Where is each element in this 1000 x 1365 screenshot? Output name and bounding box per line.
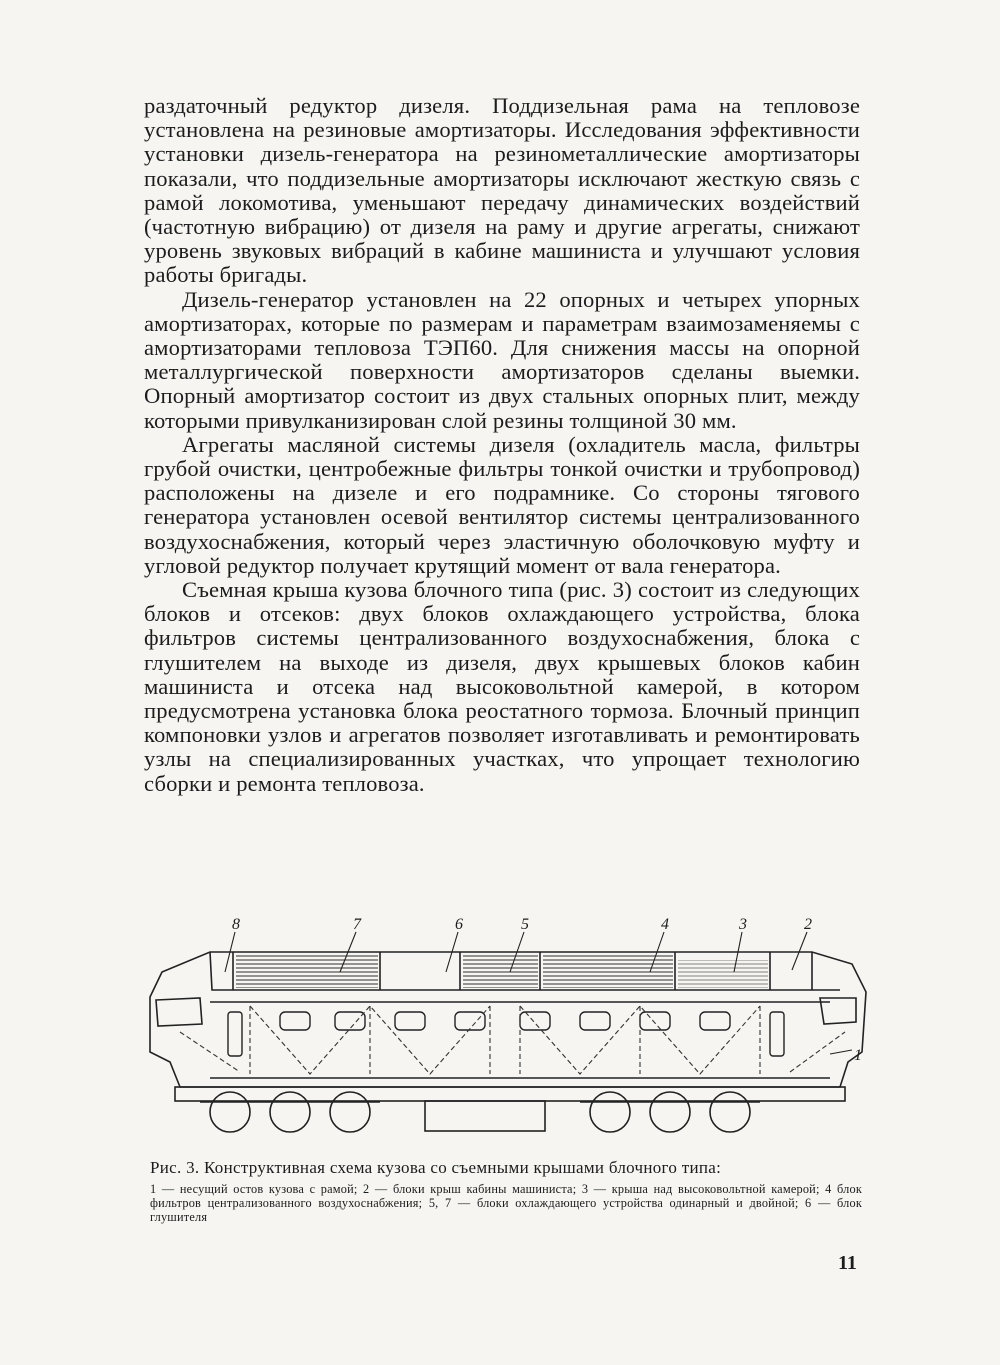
page-number: 11	[838, 1252, 857, 1274]
callout-8: 8	[232, 916, 240, 933]
callout-1: 1	[854, 1047, 862, 1064]
callout-6: 6	[455, 916, 463, 933]
locomotive-drawing	[140, 902, 870, 1152]
paragraph-1: раздаточный редуктор дизеля. Поддизельная рама на тепловозе установлена на резиновые амортизаторы. Исследования эффективности установки дизель-генератора на резинометаллические амортизаторы показали, что поддизельные амортизаторы исключают жесткую связь с рамой локомотива, уменьшают передачу динамических воздействий (частотную вибрацию) от дизеля на раму и другие агрегаты, снижают уровень звуковых вибраций в кабине машиниста и улучшают условия работы бригады.	[144, 93, 860, 288]
body-text	[144, 94, 860, 796]
roof-hatching	[236, 955, 768, 988]
callout-4: 4	[661, 916, 669, 933]
callout-2: 2	[804, 916, 812, 933]
callout-5: 5	[521, 916, 529, 933]
figure-locomotive-body	[140, 902, 870, 1152]
side-windows	[228, 1012, 784, 1056]
paragraph-2: Дизель-генератор установлен на 22 опорных и четырех упорных амортизаторах, которые по размерам и параметрам взаимозаменяемы с амортизаторами тепловоза ТЭП60. Для снижения массы на опорной металлургической поверхности амортизаторов сделаны выемки. Опорный амортизатор состоит из двух стальных опорных плит, между которыми привулканизирован слой резины толщиной 30 мм.	[144, 286, 860, 433]
callout-3: 3	[739, 916, 747, 933]
wheels	[200, 1092, 760, 1132]
figure-caption-title: Рис. 3. Конструктивная схема кузова со съемными крышами блочного типа:	[150, 1158, 722, 1177]
callout-7: 7	[353, 916, 361, 933]
callout-leaders	[225, 932, 852, 1054]
paragraph-4: Съемная крыша кузова блочного типа (рис. 3) состоит из следующих блоков и отсеков: двух блоков охлаждающего устройства, блока фильтров системы централизованного воздухоснабжения, блока с глушителем на выходе из дизеля, двух крышевых блоков кабин машиниста и отсека над высоковольтной камерой, в котором предусмотрена установка блока реостатного тормоза. Блочный принцип компоновки узлов и агрегатов позволяет изготавливать и ремонтировать узлы на специализированных участках, что упрощает технологию сборки и ремонта тепловоза.	[144, 577, 860, 796]
figure-caption-legend: 1 — несущий остов кузова с рамой; 2 — блоки крыш кабины машиниста; 3 — крыша над высоковольтной камерой; 4 блок фильтров централизованного воздухоснабжения; 5, 7 — блоки охлаждающего устройства одинарный и двойной; 6 — блок глушителя	[150, 1182, 862, 1224]
paragraph-3: Агрегаты масляной системы дизеля (охладитель масла, фильтры грубой очистки, центробежные фильтры тонкой очистки и трубопровод) расположены на дизеле и его подрамнике. Со стороны тягового генератора установлен осевой вентилятор системы централизованного воздухоснабжения, который через эластичную оболочковую муфту и угловой редуктор получает крутящий момент от вала генератора.	[144, 431, 860, 578]
